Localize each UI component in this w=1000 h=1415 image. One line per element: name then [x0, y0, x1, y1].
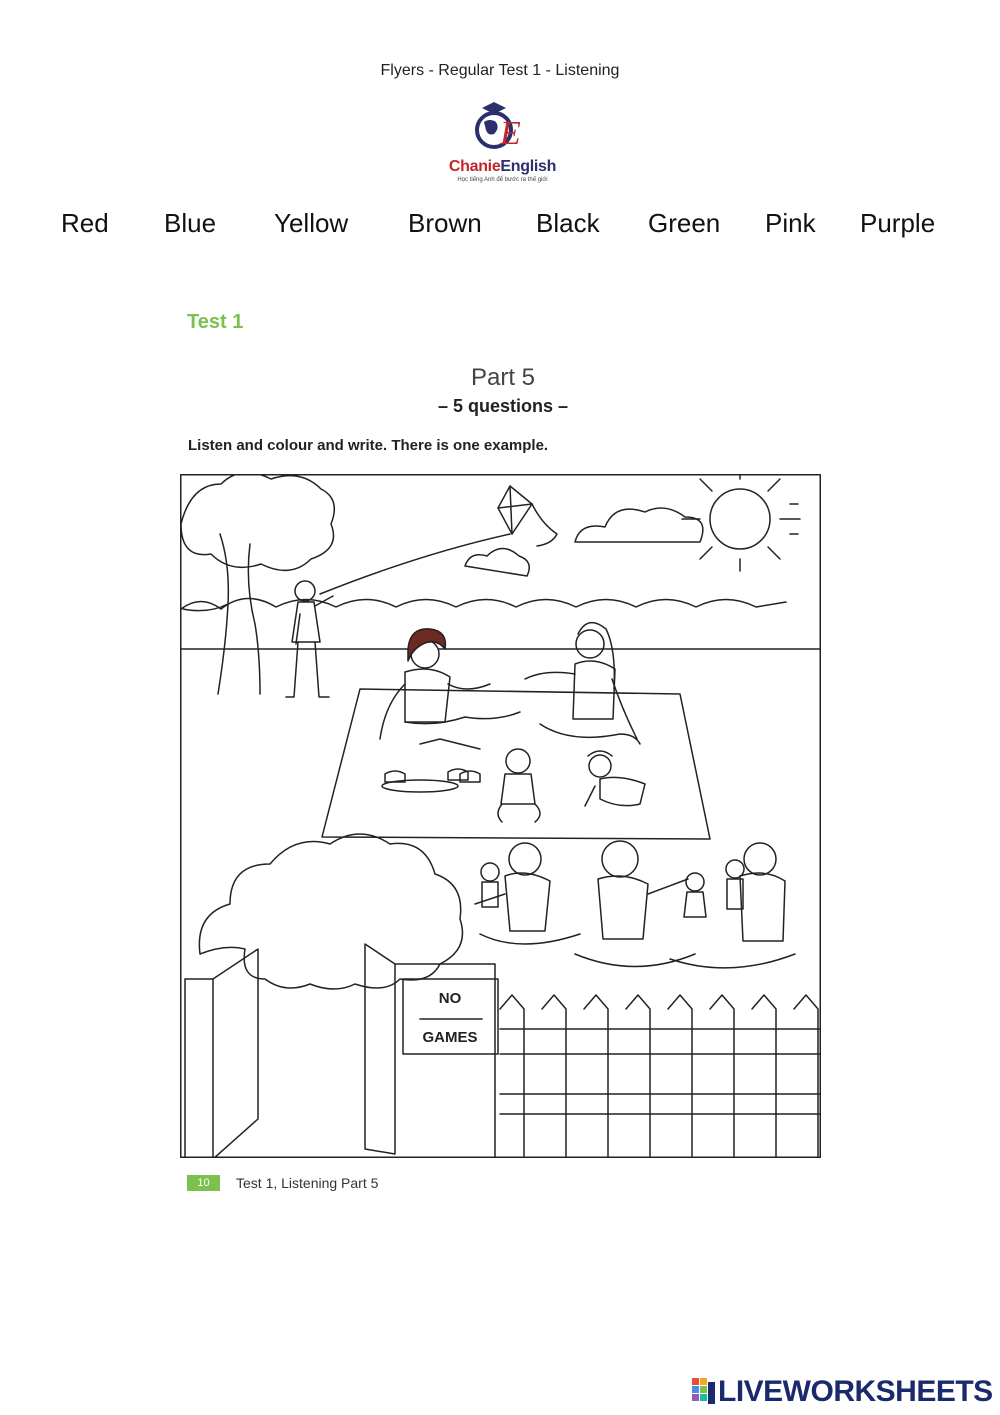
sun[interactable]	[682, 474, 800, 571]
cake-plate[interactable]	[382, 769, 480, 792]
scene-border	[181, 475, 821, 1158]
test-label: Test 1	[187, 311, 244, 333]
gate-left[interactable]	[185, 949, 258, 1158]
part-title: Part 5	[470, 364, 536, 391]
color-word-brown[interactable]: Brown	[408, 208, 482, 238]
baby-sitting[interactable]	[498, 749, 540, 822]
logo-brand-name: ChanieEnglish	[448, 158, 557, 175]
liveworksheets-icon	[692, 1378, 716, 1406]
coloring-scene[interactable]	[180, 474, 821, 1158]
picnic-blanket[interactable]	[322, 689, 710, 839]
page-number-badge: 10	[187, 1175, 220, 1191]
cloud-right[interactable]	[575, 508, 703, 542]
color-word-green[interactable]: Green	[648, 208, 721, 238]
cloud-left[interactable]	[465, 549, 529, 577]
girl-with-doll-1[interactable]	[475, 843, 580, 944]
fence[interactable]	[500, 995, 820, 1156]
color-word-yellow[interactable]: Yellow	[274, 208, 349, 238]
instruction-text: Listen and colour and write. There is one example.	[188, 437, 549, 454]
color-word-red[interactable]: Red	[61, 208, 109, 238]
color-word-pink[interactable]: Pink	[765, 208, 816, 238]
globe-graduation-icon	[472, 100, 532, 156]
chanie-english-logo	[440, 100, 565, 190]
logo-tagline: Học tiếng Anh để bước ra thế giới	[457, 177, 548, 183]
baby-crawling[interactable]	[585, 751, 645, 806]
document-title: Flyers - Regular Test 1 - Listening	[380, 62, 620, 79]
sign-text-line1: NO	[438, 990, 462, 1007]
boy-flying-kite[interactable]	[286, 581, 333, 697]
footer-caption: Test 1, Listening Part 5	[236, 1175, 379, 1191]
color-word-blue[interactable]: Blue	[164, 208, 217, 238]
kite[interactable]	[320, 486, 557, 594]
girl-with-doll-2[interactable]	[575, 841, 706, 967]
liveworksheets-text: LIVEWORKSHEETS	[718, 1375, 993, 1408]
sign-text-line2: GAMES	[422, 1029, 478, 1046]
hedge-horizon	[181, 598, 786, 609]
bush-large[interactable]	[199, 834, 462, 989]
color-word-purple[interactable]: Purple	[860, 208, 936, 238]
part-subtitle: – 5 questions –	[437, 396, 569, 416]
woman-right[interactable]	[525, 623, 640, 744]
woman-left[interactable]	[380, 629, 520, 749]
logo-monogram: E	[500, 115, 521, 152]
color-word-black[interactable]: Black	[536, 208, 600, 238]
girl-with-doll-3[interactable]	[670, 843, 795, 968]
